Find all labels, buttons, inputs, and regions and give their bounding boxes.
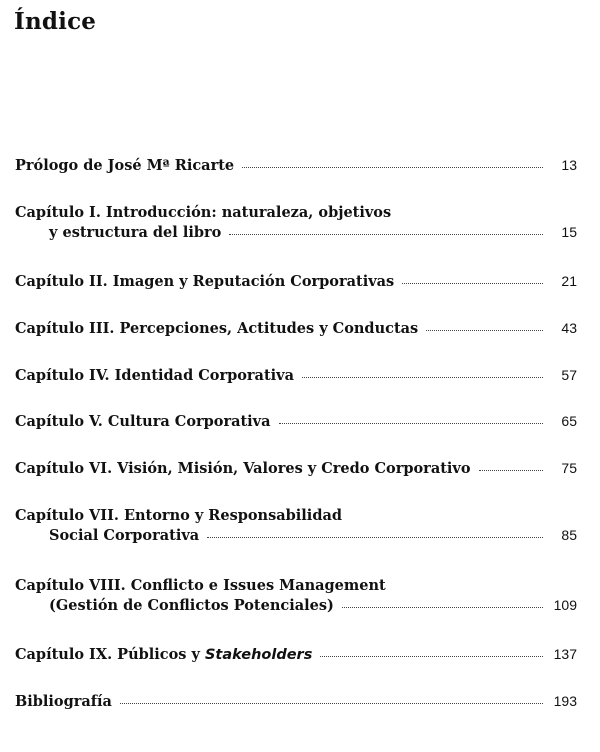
- toc-entry-capitulo-8: [15, 577, 577, 617]
- page-title: Índice: [14, 8, 97, 35]
- dot-leader: [342, 606, 543, 608]
- toc-entry-label: Capítulo VII. Entorno y Responsabilidad: [15, 507, 342, 524]
- dot-leader: [242, 166, 543, 168]
- toc-entry-label: Bibliografía: [15, 693, 112, 710]
- dot-leader: [426, 329, 543, 331]
- toc-entry-label-continued: y estructura del libro: [49, 224, 222, 241]
- toc-entry-label: Capítulo III. Percepciones, Actitudes y Conductas: [15, 320, 419, 337]
- toc-page-number: 57: [561, 367, 577, 383]
- toc-entry-capitulo-9: [15, 646, 577, 666]
- toc-entry-capitulo-2: [15, 273, 577, 293]
- toc-entry-label: Capítulo IV. Identidad Corporativa: [15, 367, 294, 384]
- toc-entry-bibliografia: [15, 693, 577, 713]
- toc-entry-label: Capítulo I. Introducción: naturaleza, objetivos: [15, 204, 392, 221]
- toc-entry-label: Capítulo IX. Públicos y Stakeholders: [15, 646, 313, 663]
- toc-entry-label-italic: Stakeholders: [204, 647, 313, 663]
- toc-entry-prologo: [15, 157, 577, 177]
- dot-leader: [279, 422, 544, 424]
- toc-page-number: 65: [561, 413, 577, 429]
- dot-leader: [402, 282, 543, 284]
- toc-page-number: 15: [561, 224, 577, 240]
- dot-leader: [479, 469, 543, 471]
- toc-entry-label-continued: Social Corporativa: [49, 527, 200, 544]
- toc-entry-label: Prólogo de José Mª Ricarte: [15, 157, 235, 174]
- toc-entry-capitulo-5: [15, 413, 577, 433]
- toc-entry-label: Capítulo VIII. Conflicto e Issues Management: [15, 577, 386, 594]
- toc-page-number: 109: [553, 597, 577, 613]
- toc-entry-label: Capítulo VI. Visión, Misión, Valores y Credo Corporativo: [15, 460, 471, 477]
- dot-leader: [207, 536, 543, 538]
- toc-entry-capitulo-7: [15, 507, 577, 547]
- toc-entry-label: Capítulo II. Imagen y Reputación Corporativas: [15, 273, 395, 290]
- dot-leader: [302, 376, 543, 378]
- dot-leader: [120, 702, 543, 704]
- toc-page-number: 193: [553, 693, 577, 709]
- toc-page-number: 13: [561, 157, 577, 173]
- toc-page-number: 75: [561, 460, 577, 476]
- toc-page-number: 43: [561, 320, 577, 336]
- toc-entry-capitulo-3: [15, 320, 577, 340]
- toc-entry-label: Capítulo V. Cultura Corporativa: [15, 413, 271, 430]
- toc-page-number: 21: [561, 273, 577, 289]
- dot-leader: [229, 233, 543, 235]
- toc-entry-capitulo-1: [15, 204, 577, 244]
- toc-entry-capitulo-6: [15, 460, 577, 480]
- dot-leader: [320, 655, 543, 657]
- toc-page-number: 137: [553, 646, 577, 662]
- toc-page-number: 85: [561, 527, 577, 543]
- toc-entry-capitulo-4: [15, 367, 577, 387]
- toc-entry-label-continued: (Gestión de Conflictos Potenciales): [49, 597, 334, 614]
